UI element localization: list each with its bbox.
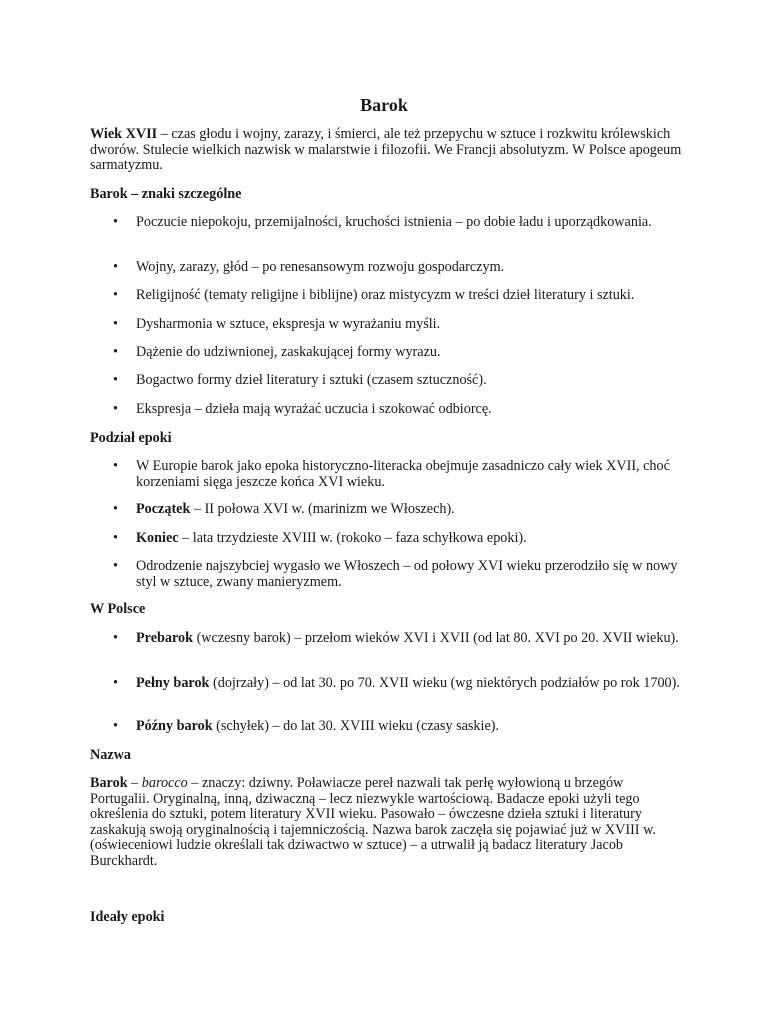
section-heading-w-polsce: W Polsce bbox=[90, 601, 146, 617]
bullet-icon: • bbox=[113, 458, 118, 474]
list-item-text bbox=[136, 631, 681, 647]
bullet-icon: • bbox=[113, 316, 118, 332]
intro-paragraph bbox=[90, 127, 686, 174]
nazwa-paragraph bbox=[90, 776, 686, 869]
list-item-desc: – II połowa XVI w. (marinizm we Włoszech). bbox=[190, 501, 455, 517]
bullet-icon: • bbox=[113, 214, 118, 230]
list-item-label: Koniec bbox=[136, 530, 179, 546]
list-item-text bbox=[136, 719, 681, 735]
list-item-desc: (schyłek) – do lat 30. XVIII wieku (czasy saskie). bbox=[212, 718, 500, 734]
bullet-icon: • bbox=[113, 401, 118, 417]
intro-text: – czas głodu i wojny, zarazy, i śmierci, ale też przepychu w sztuce i rozkwitu królewskich dworów. Stulecie wielkich nazwisk w malarstwie i filozofii. We Francji absolutyzm. W Polsce apogeum sarmatyzmu. bbox=[90, 126, 682, 173]
nazwa-italic: barocco bbox=[141, 775, 188, 791]
page-title: Barok bbox=[360, 95, 408, 115]
list-item-text: Religijność (tematy religijne i biblijne) oraz mistycyzm w treści dzieł literatury i sztuki. bbox=[136, 287, 635, 303]
bullet-icon: • bbox=[113, 501, 118, 517]
list-item-text: Poczucie niepokoju, przemijalności, kruchości istnienia – po dobie ładu i uporządkowania. bbox=[136, 214, 652, 230]
list-item-desc: – lata trzydzieste XVIII w. (rokoko – faza schyłkowa epoki). bbox=[178, 530, 527, 546]
bullet-icon: • bbox=[113, 630, 118, 646]
intro-label: Wiek XVII bbox=[90, 126, 158, 142]
list-item-text bbox=[136, 502, 681, 518]
bullet-icon: • bbox=[113, 675, 118, 691]
list-item-label: Początek bbox=[136, 501, 191, 517]
section-heading-podzial: Podział epoki bbox=[90, 430, 172, 446]
section-heading-idealy: Ideały epoki bbox=[90, 909, 165, 925]
list-item-text: W Europie barok jako epoka historyczno-literacka obejmuje zasadniczo cały wiek XVII, choć korzeniami sięga jeszcze końca XVI wieku. bbox=[136, 458, 670, 490]
bullet-icon: • bbox=[113, 372, 118, 388]
list-item-desc: (dojrzały) – od lat 30. po 70. XVII wieku (wg niektórych podziałów po rok 1700). bbox=[209, 675, 680, 691]
list-item-label: Późny barok bbox=[136, 718, 213, 734]
list-item-text bbox=[136, 676, 681, 692]
list-item-text: Ekspresja – dzieła mają wyrażać uczucia i szokować odbiorcę. bbox=[136, 401, 492, 417]
nazwa-label: Barok bbox=[90, 775, 128, 791]
list-item-desc: (wczesny barok) – przełom wieków XVI i XVII (od lat 80. XVI po 20. XVII wieku). bbox=[193, 630, 679, 646]
section-heading-znaki: Barok – znaki szczególne bbox=[90, 186, 242, 202]
list-item-text: Bogactwo formy dzieł literatury i sztuki (czasem sztuczność). bbox=[136, 372, 487, 388]
list-item-text: Dysharmonia w sztuce, ekspresja w wyrażaniu myśli. bbox=[136, 316, 441, 332]
list-item-label: Prebarok bbox=[136, 630, 194, 646]
section-heading-nazwa: Nazwa bbox=[90, 747, 131, 763]
list-item-text: Wojny, zarazy, głód – po renesansowym rozwoju gospodarczym. bbox=[136, 259, 505, 275]
bullet-icon: • bbox=[113, 718, 118, 734]
bullet-icon: • bbox=[113, 344, 118, 360]
nazwa-text: – znaczy: dziwny. Poławiacze pereł nazwali tak perłę wyłowioną u brzegów Portugalii. Oryginalną, inną, dziwaczną – lecz niezwykle wartościową. Badacze epoki użyli tego określenia do sztuki, potem literatury XVII wieku. Pasowało – ówczesne dzieła sztuki i literatury zaskakują swoją oryginalnością i tajemniczością. Nazwa barok zaczęła się pojawiać już w XVIII w. (oświeceniowi ludzie określali tak dziwactwo w sztuce) – a utrwalił ją badacz literatury Jacob Burckhardt. bbox=[90, 775, 656, 869]
bullet-icon: • bbox=[113, 259, 118, 275]
bullet-icon: • bbox=[113, 530, 118, 546]
list-item-text: Dążenie do udziwnionej, zaskakującej formy wyrazu. bbox=[136, 344, 441, 360]
list-item-text: Odrodzenie najszybciej wygasło we Włoszech – od połowy XVI wieku przerodziło się w nowy styl w sztuce, zwany manieryzmem. bbox=[136, 558, 678, 590]
nazwa-dash: – bbox=[127, 775, 142, 791]
bullet-icon: • bbox=[113, 558, 118, 574]
list-item-label: Pełny barok bbox=[136, 675, 210, 691]
bullet-icon: • bbox=[113, 287, 118, 303]
list-item-text bbox=[136, 531, 681, 547]
